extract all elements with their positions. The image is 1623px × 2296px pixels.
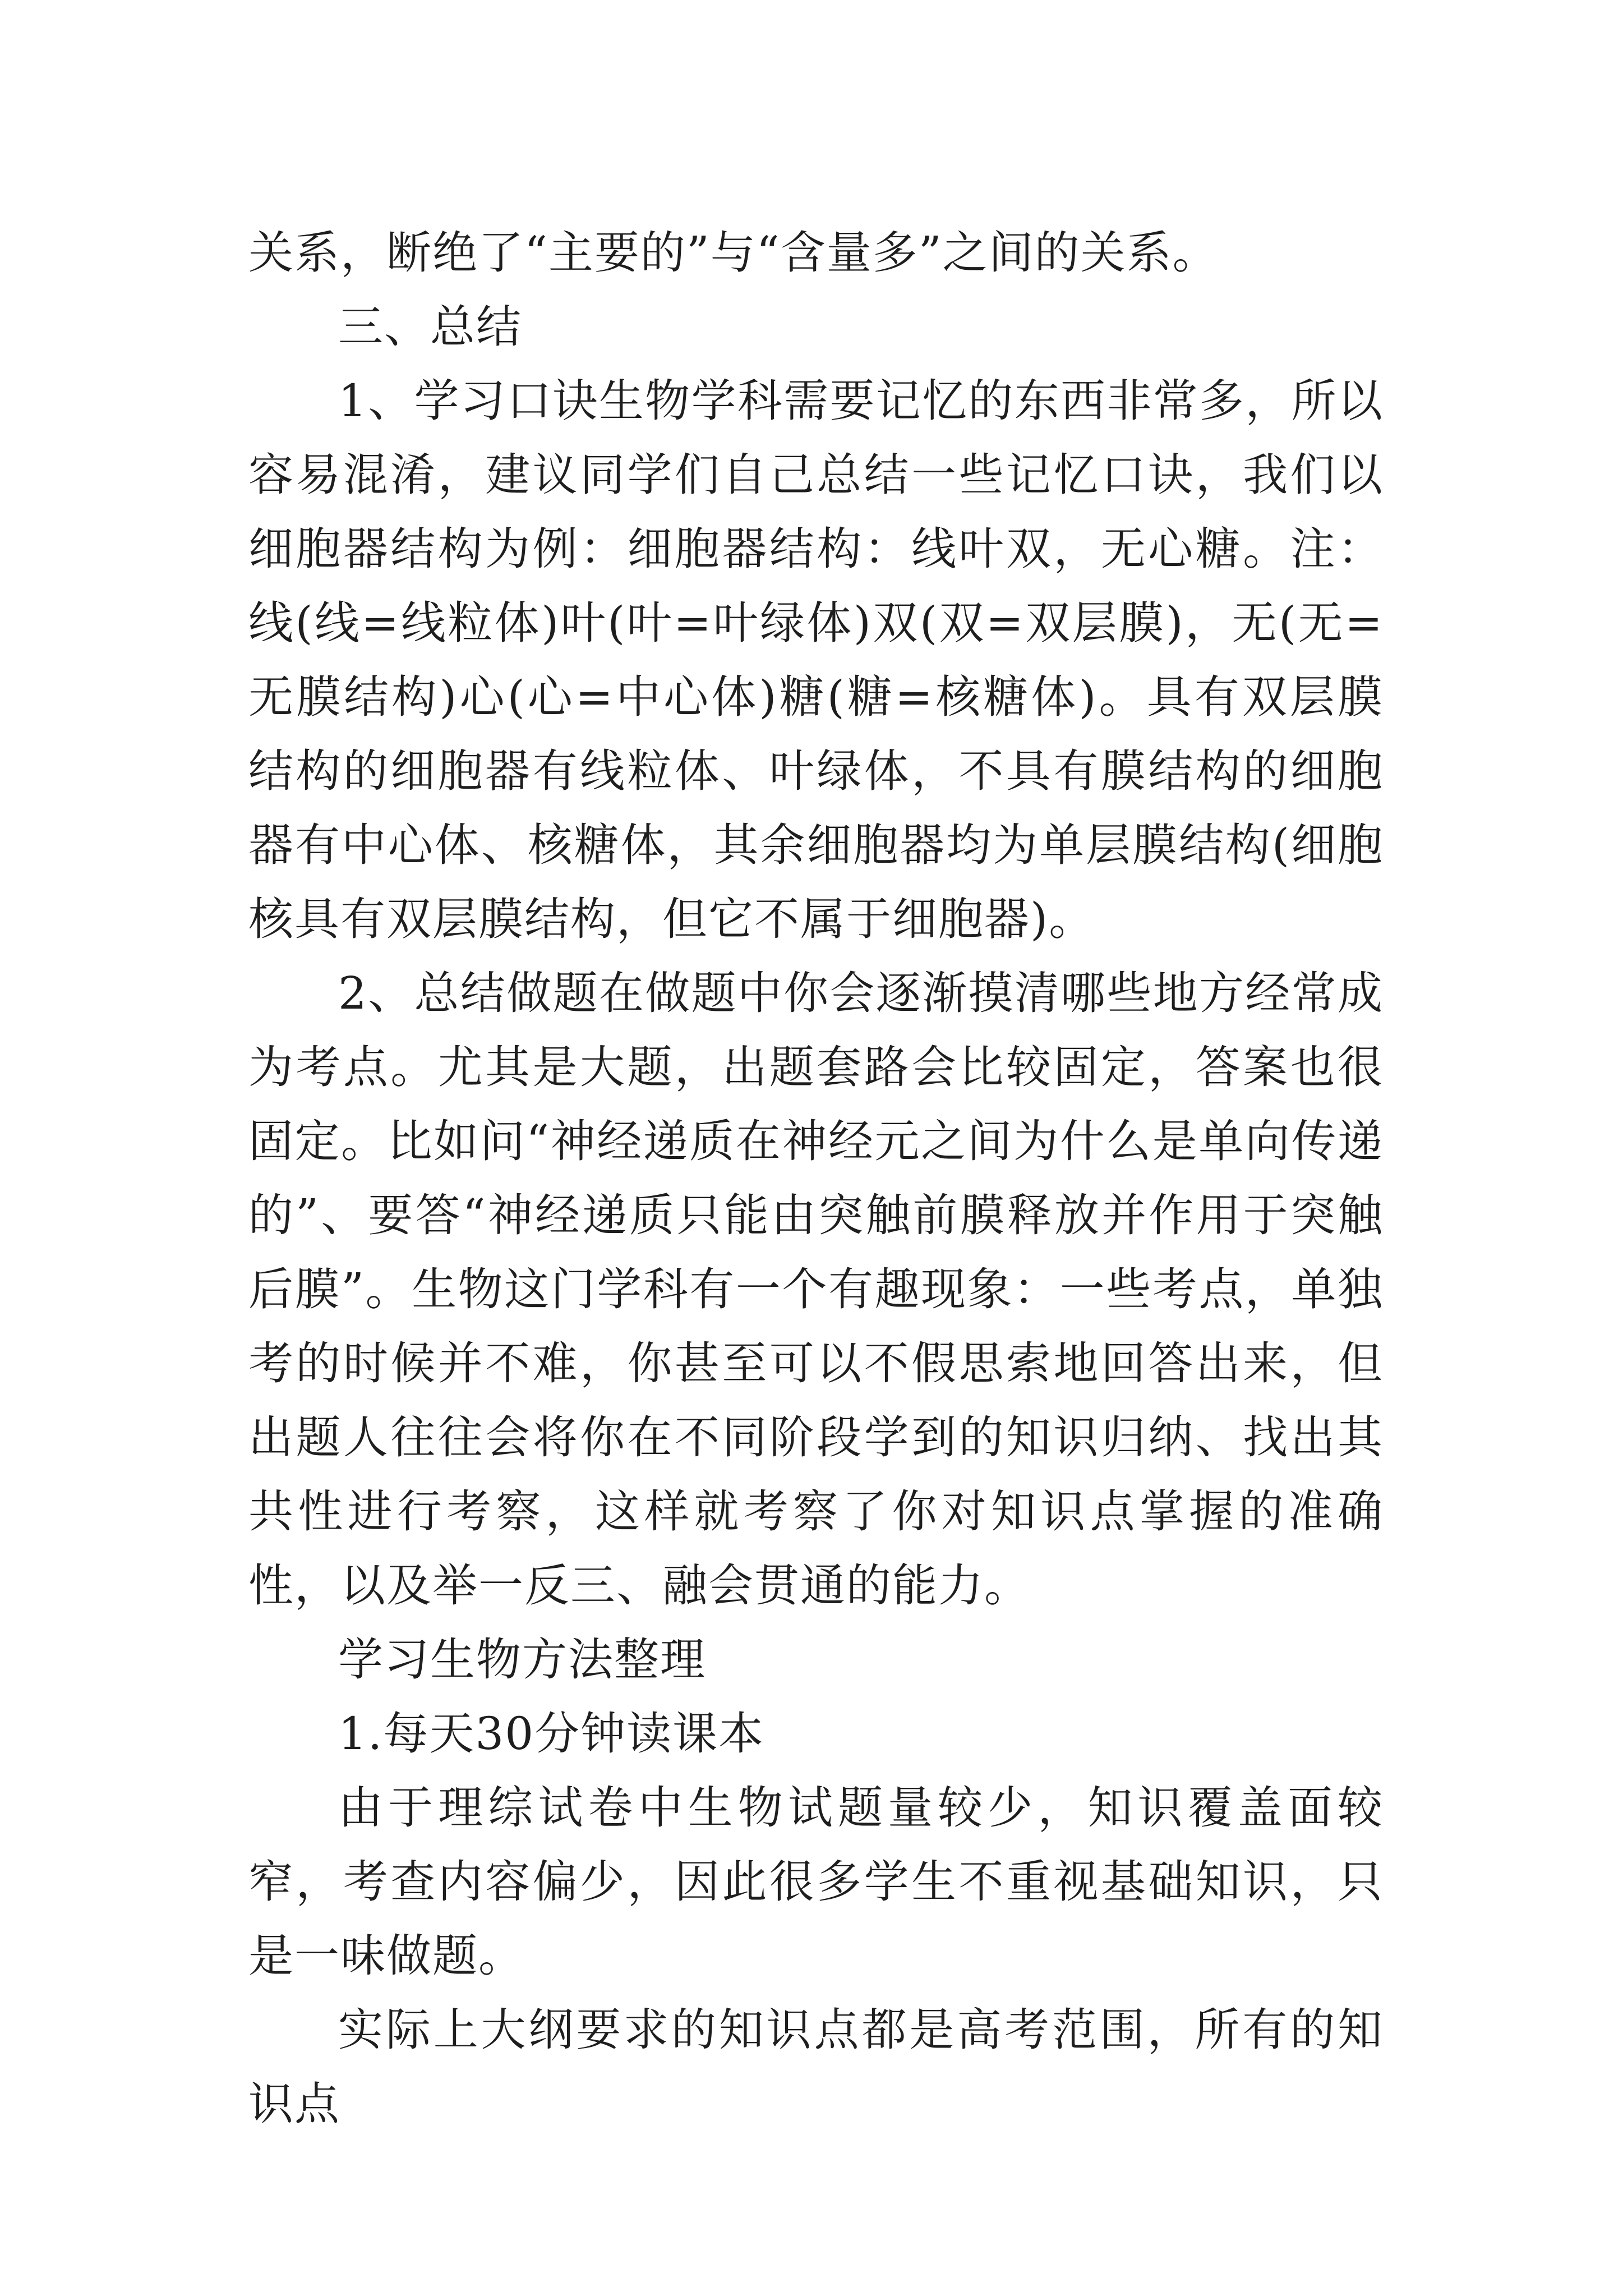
paragraph-practice-summary: 2、总结做题在做题中你会逐渐摸清哪些地方经常成为考点。尤其是大题，出题套路会比较固定，答案也很固定。比如问“神经递质在神经元之间为什么是单向传递的”、要答“神经递质只能由突触前膜释放并作用于突触后膜”。生物这门学科有一个有趣现象：一些考点，单独考的时候并不难，你甚至可以不假思索地回答出来，但出题人往往会将你在不同阶段学到的知识归纳、找出其共性进行考察，这样就考察了你对知识点掌握的准确性，以及举一反三、融会贯通的能力。 <box>248 967 1384 1612</box>
paragraph-memory-mnemonics: 1、学习口诀生物学科需要记忆的东西非常多，所以容易混淆，建议同学们自己总结一些记忆口诀，我们以细胞器结构为例：细胞器结构：线叶双，无心糖。注：线(线=线粒体)叶(叶=叶绿体)双(双=双层膜)，无(无=无膜结构)心(心=中心体)糖(糖=核糖体)。具有双层膜结构的细胞器有线粒体、叶绿体，不具有膜结构的细胞器有中心体、核糖体，其余细胞器均为单层膜结构(细胞核具有双层膜结构，但它不属于细胞器)。 <box>248 375 1384 945</box>
paragraph-syllabus: 实际上大纲要求的知识点都是高考范围，所有的知识点 <box>248 2004 1384 2130</box>
body-text <box>248 216 1384 2141</box>
section-heading-summary: 三、总结 <box>338 301 522 353</box>
paragraph-continuation: 关系，断绝了“主要的”与“含量多”之间的关系。 <box>248 227 1219 279</box>
paragraph-reading-reason: 由于理综试卷中生物试题量较少，知识覆盖面较窄，考查内容偏少，因此很多学生不重视基础知识，只是一味做题。 <box>248 1782 1384 1982</box>
method-item-reading: 1.每天30分钟读课本 <box>338 1708 765 1760</box>
section-heading-methods: 学习生物方法整理 <box>338 1634 706 1686</box>
